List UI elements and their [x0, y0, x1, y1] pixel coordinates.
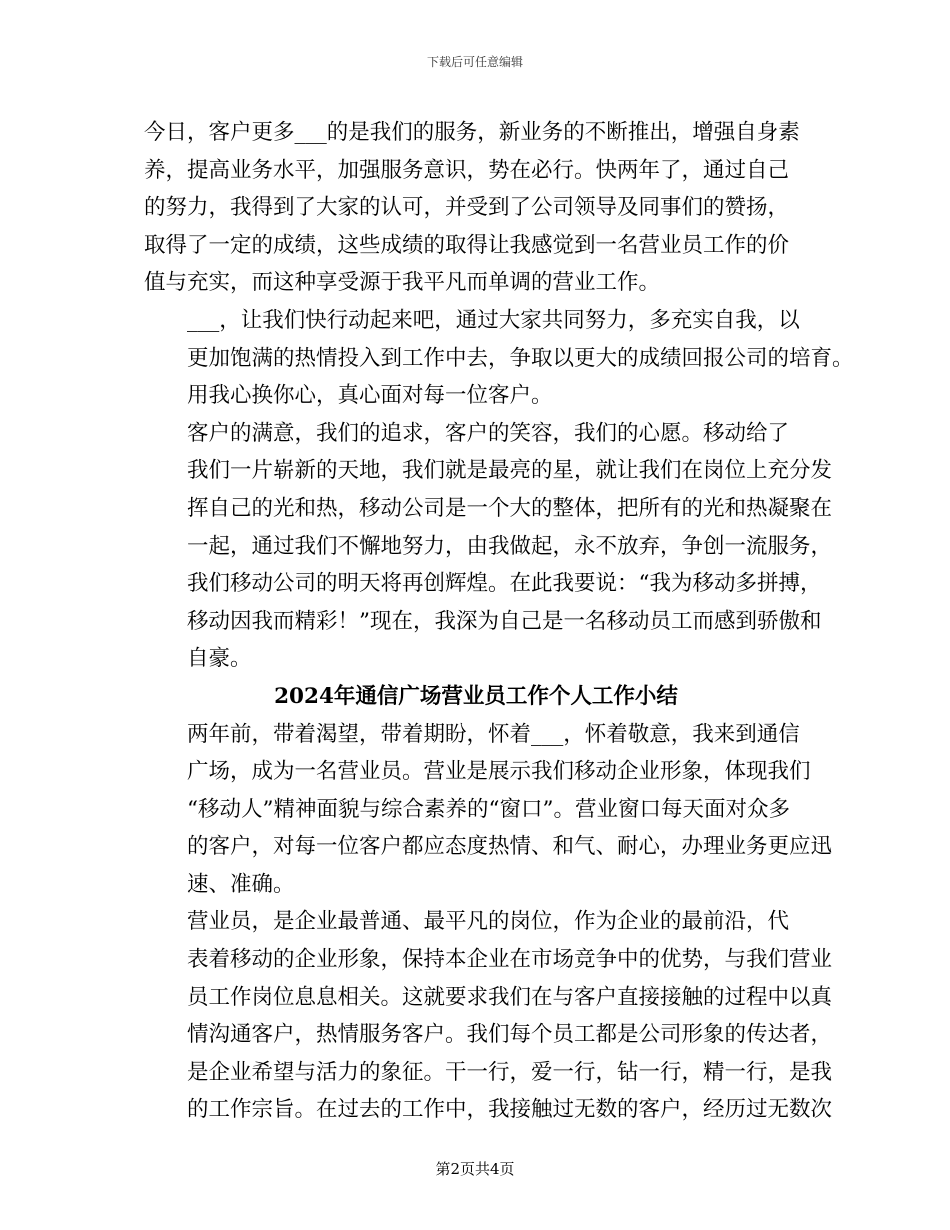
paragraph-group-2 — [144, 716, 833, 1130]
text-line: 广场，成为一名营业员。营业是展示我们移动企业形象，体现我们 — [187, 759, 811, 785]
text-line: 更加饱满的热情投入到工作中去，争取以更大的成绩回报公司的培育。 — [187, 345, 854, 371]
paragraph — [144, 302, 854, 415]
text-line: “移动人”精神面貌与综合素养的“窗口”。营业窗口每天面对众多 — [187, 796, 790, 822]
text-line: 我们移动公司的明天将再创辉煌。在此我要说：“我为移动多拼搏， — [187, 571, 822, 597]
text-line: 我们一片崭新的天地，我们就是最亮的星，就让我们在岗位上充分发 — [187, 458, 833, 484]
text-line: 客户的满意，我们的追求，客户的笑容，我们的心愿。移动给了 — [187, 420, 790, 446]
text-line: 值与充实，而这种享受源于我平凡而单调的营业工作。 — [144, 270, 661, 296]
page-header: 下载后可任意编辑 — [426, 55, 523, 69]
page-footer: 第2页共4页 — [435, 1160, 515, 1178]
paragraph-group-1 — [144, 114, 854, 678]
text-line: 的客户，对每一位客户都应态度热情、和气、耐心，办理业务更应迅 — [187, 834, 833, 860]
text-line: 情沟通客户，热情服务客户。我们每个员工都是公司形象的传达者， — [187, 1022, 833, 1048]
text-line: 一起，通过我们不懈地努力，由我做起，永不放弃，争创一流服务， — [187, 533, 833, 559]
text-line: 自豪。 — [187, 646, 252, 672]
text-line: 移动因我而精彩！”现在，我深为自己是一名移动员工而感到骄傲和 — [187, 608, 822, 634]
text-line: 员工作岗位息息相关。这就要求我们在与客户直接接触的过程中以真 — [187, 984, 833, 1010]
text-line: 表着移动的企业形象，保持本企业在市场竞争中的优势，与我们营业 — [187, 947, 833, 973]
text-line: 的努力，我得到了大家的认可，并受到了公司领导及同事们的赞扬， — [144, 195, 790, 221]
text-line: 是企业希望与活力的象征。干一行，爱一行，钻一行，精一行，是我 — [187, 1059, 833, 1085]
text-line: 挥自己的光和热，移动公司是一个大的整体，把所有的光和热凝聚在 — [187, 495, 833, 521]
paragraph — [144, 716, 833, 904]
paragraph — [144, 114, 808, 302]
section-title: 2024年通信广场营业员工作个人工作小结 — [274, 683, 678, 709]
paragraph — [144, 903, 833, 1129]
text-line: ___，让我们快行动起来吧，通过大家共同努力，多充实自我，以 — [187, 307, 800, 333]
paragraph — [144, 415, 833, 678]
text-line: 营业员，是企业最普通、最平凡的岗位，作为企业的最前沿，代 — [187, 909, 790, 935]
text-line: 速、准确。 — [187, 871, 295, 897]
text-line: 两年前，带着渴望，带着期盼，怀着___，怀着敬意，我来到通信 — [187, 721, 800, 747]
text-line: 的工作宗旨。在过去的工作中，我接触过无数的客户，经历过无数次 — [187, 1097, 833, 1123]
text-line: 取得了一定的成绩，这些成绩的取得让我感觉到一名营业员工作的价 — [144, 232, 790, 258]
text-line: 用我心换你心，真心面对每一位客户。 — [187, 383, 553, 409]
document-body — [144, 114, 854, 1129]
text-line: 养，提高业务水平，加强服务意识，势在必行。快两年了，通过自己 — [144, 157, 790, 183]
text-line: 今日，客户更多___的是我们的服务，新业务的不断推出，增强自身素 — [144, 120, 800, 145]
